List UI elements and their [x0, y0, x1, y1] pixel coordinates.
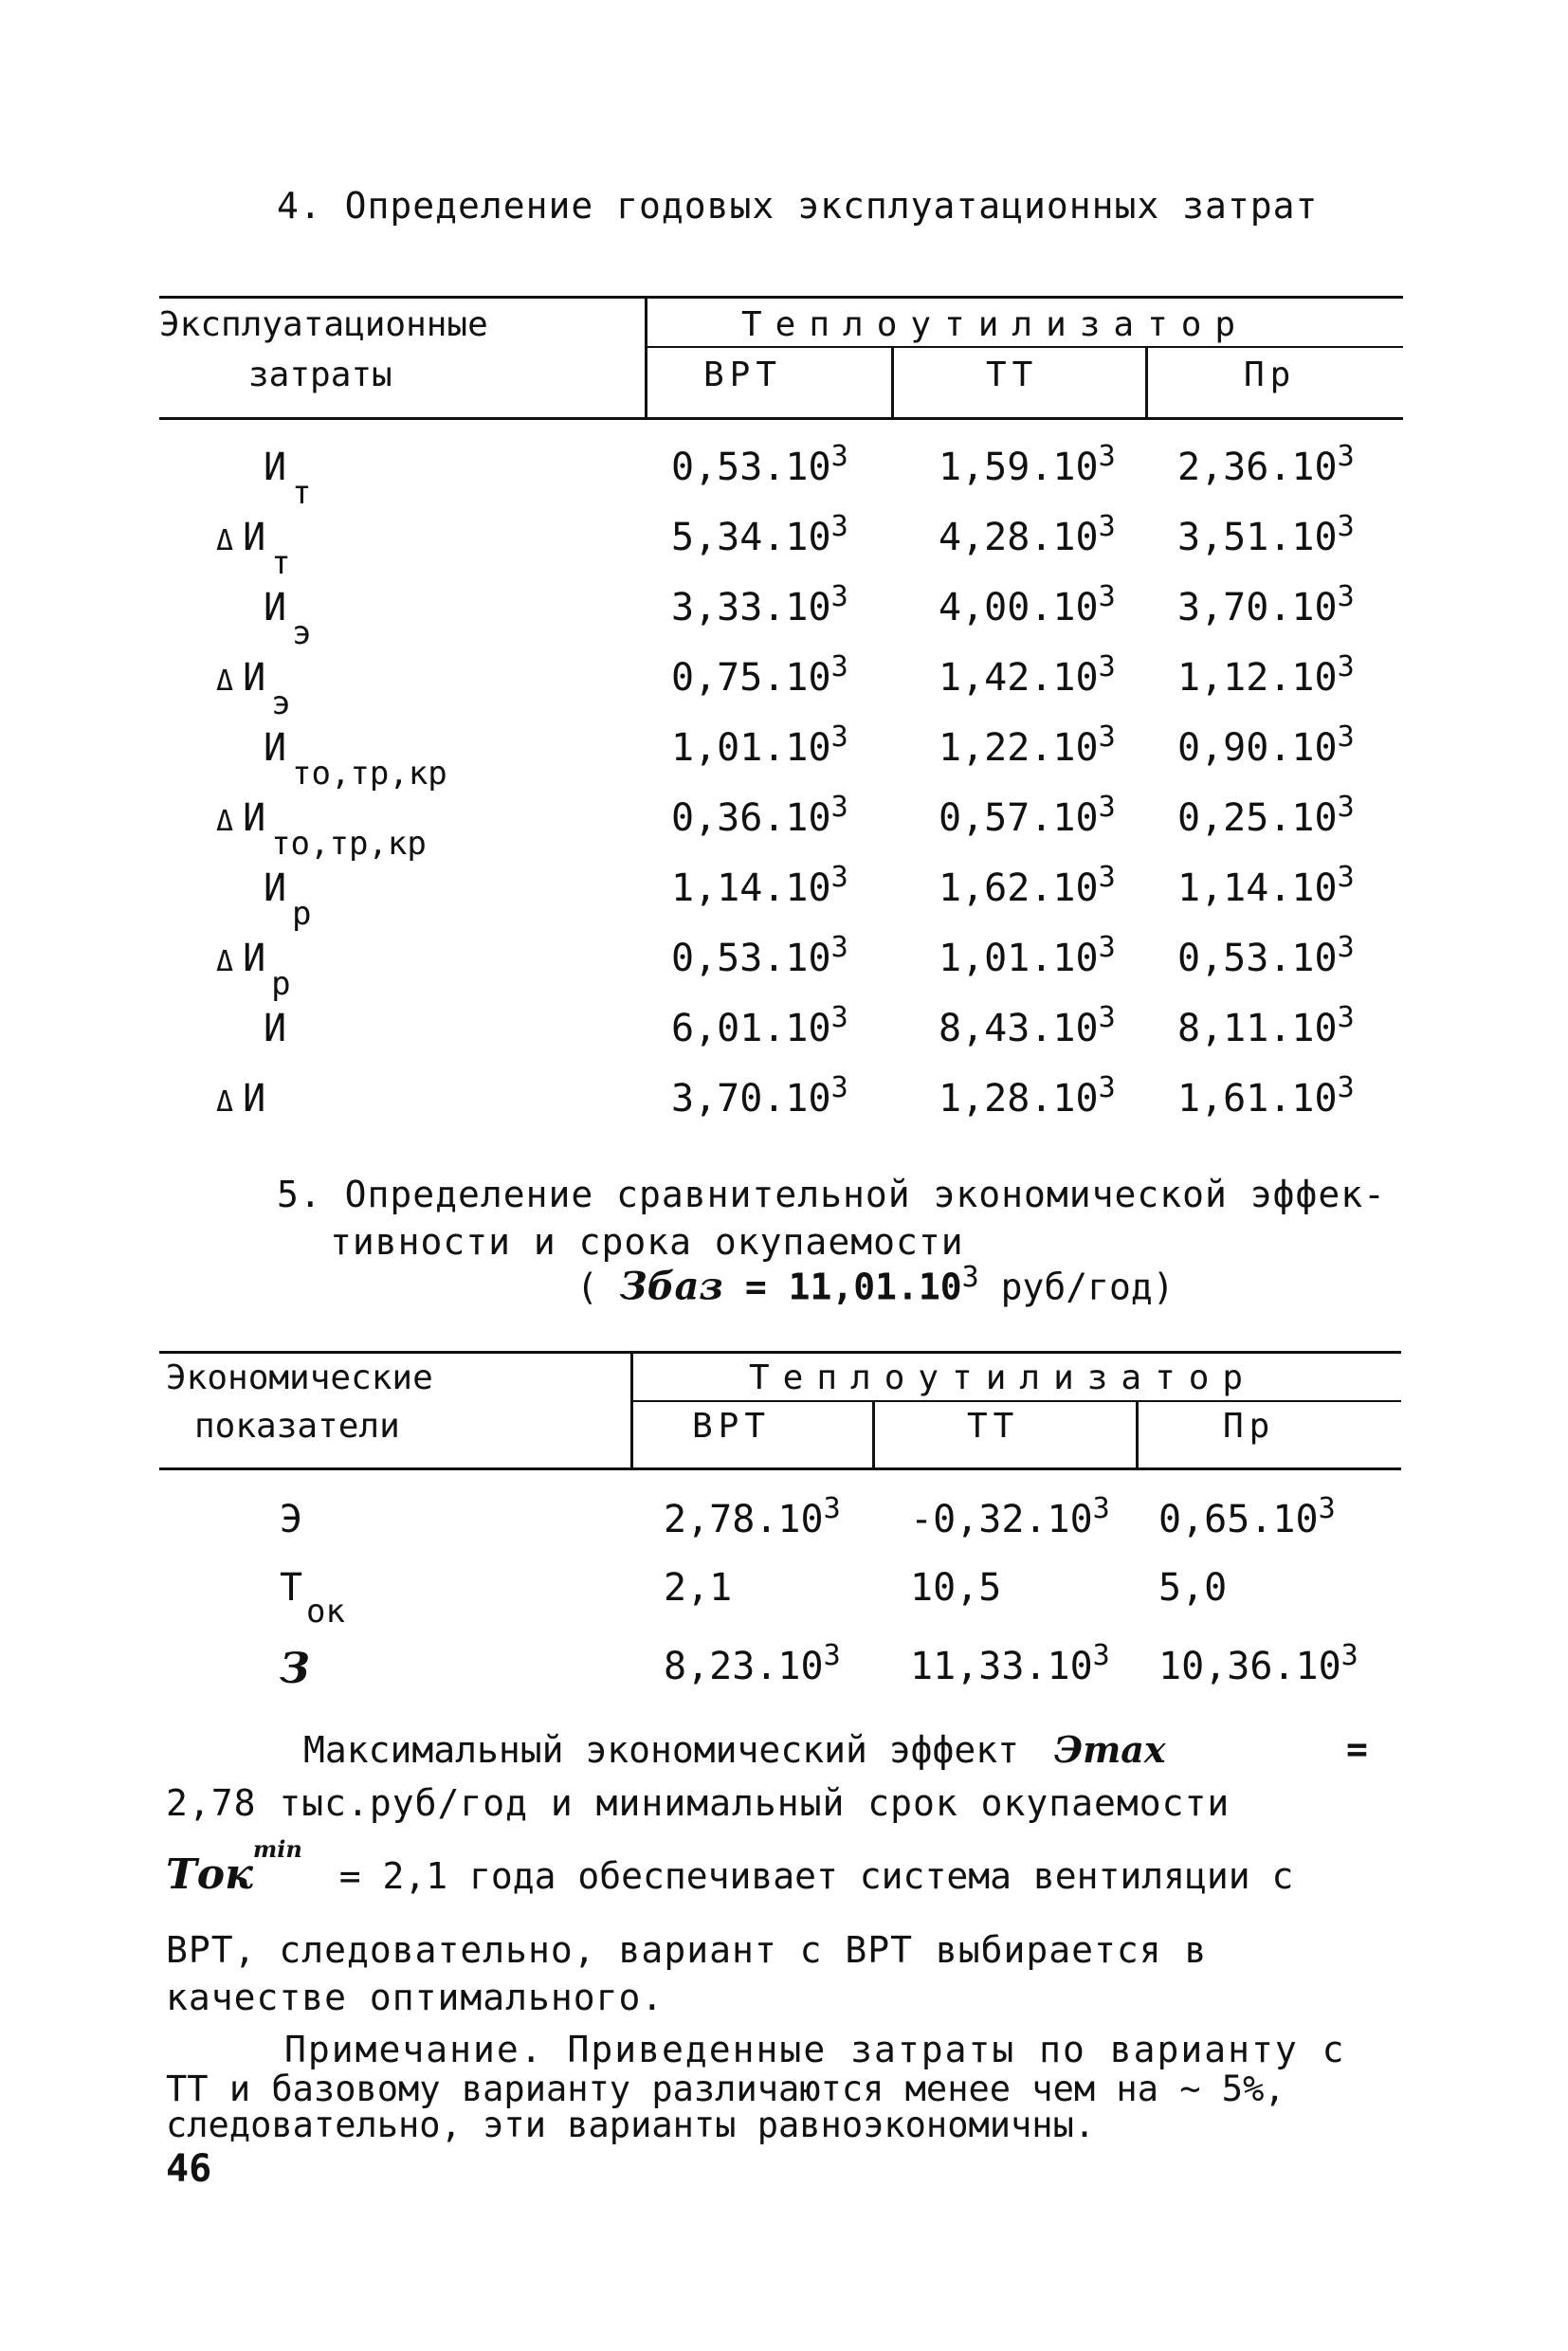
table2-col-vrt: ВРТ	[692, 1407, 772, 1446]
cost-row-label	[216, 1077, 265, 1121]
cost-subscript: р	[271, 965, 291, 1003]
indicator-vrt-cell-value: 8,23.10	[664, 1645, 824, 1688]
cost-symbol: И то,тр,кр	[243, 796, 427, 863]
cost-vrt-cell-exponent: 3	[830, 1001, 848, 1034]
cost-subscript: т	[292, 474, 312, 512]
conclusion-line4: ВРТ, следовательно, вариант с ВРТ выбирается в	[166, 1929, 1208, 1971]
paren-open: (	[576, 1266, 598, 1308]
cost-pr-cell-exponent: 3	[1337, 1001, 1355, 1034]
cost-pr-cell-value: 1,14.10	[1177, 866, 1338, 910]
cost-vrt-cell	[671, 1071, 848, 1121]
max-effect-eq: =	[1346, 1728, 1368, 1770]
cost-tt-cell	[939, 931, 1116, 980]
indicator-pr-cell-exponent: 3	[1340, 1639, 1358, 1672]
cost-pr-cell-value: 2,36.10	[1177, 446, 1338, 489]
conclusion-text-a: Максимальный экономический эффект	[303, 1729, 1019, 1771]
cost-pr-cell	[1177, 440, 1355, 489]
max-effect-symbol: Эmax	[1053, 1728, 1166, 1771]
conclusion-line5: качестве оптимального.	[166, 1977, 665, 2018]
cost-vrt-cell-exponent: 3	[830, 931, 848, 964]
cost-pr-cell-value: 8,11.10	[1177, 1007, 1338, 1050]
cost-pr-cell-value: 0,90.10	[1177, 726, 1338, 770]
cost-row-label	[216, 516, 291, 582]
note-line3: следовательно, эти варианты равноэкономичны.	[166, 2105, 1096, 2145]
indicator-tt-cell-exponent: 3	[1092, 1492, 1110, 1525]
cost-vrt-cell-value: 3,33.10	[671, 586, 831, 629]
table2-header-bottom-rule	[159, 1467, 1401, 1470]
cost-vrt-cell	[671, 931, 848, 980]
conclusion-text-c: = 2,1 года обеспечивает система вентиляции с	[338, 1855, 1294, 1897]
cost-pr-cell	[1177, 580, 1355, 629]
conclusion-line2: 2,78 тыс.руб/год и минимальный срок окупаемости	[166, 1782, 1231, 1824]
indicator-pr-cell	[1158, 1492, 1336, 1541]
indicator-tt-cell	[910, 1492, 1110, 1541]
cost-vrt-cell-value: 1,14.10	[671, 866, 831, 910]
cost-vrt-cell-value: 0,53.10	[671, 937, 831, 980]
min-payback-symbol: Ток	[166, 1850, 253, 1899]
cost-tt-cell-exponent: 3	[1098, 440, 1116, 473]
cost-vrt-cell-exponent: 3	[830, 580, 848, 613]
table2-col-tt: ТТ	[967, 1407, 1020, 1446]
cost-row-label	[216, 656, 291, 722]
indicator-pr-cell-value: 10,36.10	[1158, 1645, 1341, 1688]
cost-symbol: И р	[264, 866, 312, 933]
table2-col-pr: Пр	[1223, 1407, 1276, 1446]
section5-title-line3	[576, 1261, 1175, 1309]
table1-top-rule	[159, 296, 1403, 299]
cost-vrt-cell-value: 1,01.10	[671, 726, 831, 770]
cost-vrt-cell-exponent: 3	[830, 510, 848, 543]
cost-pr-cell-value: 3,70.10	[1177, 586, 1338, 629]
table1-divider-3	[1145, 346, 1148, 420]
cost-row-label	[264, 1007, 286, 1050]
cost-symbol: И то,тр,кр	[264, 726, 447, 793]
indicator-row-label	[280, 1645, 310, 1693]
cost-symbol: И э	[243, 656, 291, 722]
cost-pr-cell	[1177, 1071, 1355, 1121]
indicator-symbol: Т ок	[280, 1566, 345, 1631]
indicator-vrt-cell	[664, 1566, 732, 1610]
cost-vrt-cell-value: 0,36.10	[671, 796, 831, 840]
indicator-symbol: З	[280, 1645, 310, 1693]
cost-vrt-cell	[671, 580, 848, 629]
delta-symbol: Δ	[216, 1085, 234, 1119]
cost-pr-cell	[1177, 861, 1355, 910]
indicator-vrt-cell	[664, 1639, 841, 1688]
cost-tt-cell	[939, 720, 1116, 770]
indicator-pr-cell-value: 0,65.10	[1158, 1498, 1319, 1541]
cost-pr-cell-exponent: 3	[1337, 720, 1355, 754]
cost-vrt-cell	[671, 650, 848, 700]
cost-vrt-cell-value: 0,53.10	[671, 446, 831, 489]
table2-row-label-line1: Экономические	[166, 1358, 433, 1397]
cost-vrt-cell	[671, 791, 848, 840]
cost-vrt-cell	[671, 720, 848, 770]
cost-tt-cell-exponent: 3	[1098, 510, 1116, 543]
indicator-vrt-cell-exponent: 3	[823, 1639, 841, 1672]
delta-symbol: Δ	[216, 805, 234, 838]
cost-row-label	[216, 796, 427, 863]
cost-pr-cell-value: 1,12.10	[1177, 656, 1338, 700]
cost-subscript: э	[271, 684, 291, 722]
cost-vrt-cell-exponent: 3	[830, 650, 848, 683]
indicator-vrt-cell	[664, 1492, 841, 1541]
page-number: 46	[166, 2147, 212, 2191]
cost-pr-cell-exponent: 3	[1337, 791, 1355, 824]
cost-vrt-cell	[671, 861, 848, 910]
cost-tt-cell-value: 1,42.10	[939, 656, 1099, 700]
cost-tt-cell	[939, 580, 1116, 629]
cost-symbol: И р	[243, 937, 291, 1003]
cost-row-label	[264, 726, 447, 793]
indicator-tt-cell	[910, 1639, 1110, 1688]
base-cost-value: = 11,01.10	[744, 1266, 962, 1308]
cost-pr-cell	[1177, 931, 1355, 980]
cost-vrt-cell-exponent: 3	[830, 720, 848, 754]
delta-symbol: Δ	[216, 945, 234, 978]
base-cost-symbol: Збаз	[619, 1264, 723, 1309]
cost-pr-cell-exponent: 3	[1337, 440, 1355, 473]
cost-tt-cell-exponent: 3	[1098, 1071, 1116, 1104]
indicator-tt-cell-exponent: 3	[1092, 1639, 1110, 1672]
table1-divider-1	[645, 296, 647, 420]
cost-vrt-cell	[671, 510, 848, 559]
table1-group-label: Теплоутилизатор	[741, 305, 1249, 344]
cost-pr-cell-exponent: 3	[1337, 861, 1355, 894]
delta-symbol: Δ	[216, 665, 234, 698]
cost-pr-cell-exponent: 3	[1337, 580, 1355, 613]
cost-tt-cell-exponent: 3	[1098, 931, 1116, 964]
indicator-pr-cell-exponent: 3	[1318, 1492, 1336, 1525]
indicator-tt-cell-value: -0,32.10	[910, 1498, 1093, 1541]
cost-tt-cell-value: 1,28.10	[939, 1077, 1099, 1121]
cost-subscript: р	[292, 895, 312, 933]
cost-subscript: то,тр,кр	[271, 825, 427, 863]
cost-tt-cell	[939, 510, 1116, 559]
table1-col-vrt: ВРТ	[703, 355, 783, 394]
table2-top-rule	[159, 1351, 1401, 1354]
table1-header-bottom-rule	[159, 417, 1403, 420]
base-cost-exponent: 3	[961, 1261, 979, 1294]
cost-tt-cell-value: 1,22.10	[939, 726, 1099, 770]
indicator-symbol: Э	[280, 1498, 303, 1541]
cost-symbol: И	[264, 1007, 287, 1050]
cost-vrt-cell-value: 3,70.10	[671, 1077, 831, 1121]
cost-pr-cell-value: 0,25.10	[1177, 796, 1338, 840]
cost-pr-cell-value: 0,53.10	[1177, 937, 1338, 980]
cost-pr-cell	[1177, 720, 1355, 770]
cost-row-label	[264, 446, 312, 512]
cost-tt-cell	[939, 1071, 1116, 1121]
cost-tt-cell-exponent: 3	[1098, 861, 1116, 894]
cost-symbol: И	[243, 1077, 266, 1121]
table2-row-label-line2: показатели	[194, 1407, 400, 1446]
indicator-tt-cell-value: 10,5	[910, 1566, 1002, 1610]
indicator-pr-cell-value: 5,0	[1158, 1566, 1228, 1610]
cost-tt-cell-exponent: 3	[1098, 720, 1116, 754]
cost-vrt-cell-exponent: 3	[830, 791, 848, 824]
cost-tt-cell	[939, 1001, 1116, 1050]
indicator-pr-cell	[1158, 1639, 1358, 1688]
cost-pr-cell	[1177, 510, 1355, 559]
table1-row-label-line2: затраты	[248, 355, 392, 394]
cost-tt-cell	[939, 861, 1116, 910]
indicator-row-label	[280, 1498, 302, 1541]
cost-row-label	[216, 937, 291, 1003]
section5-title-line1: 5. Определение сравнительной экономической эффек-	[277, 1174, 1387, 1215]
cost-pr-cell-exponent: 3	[1337, 931, 1355, 964]
table2-group-label: Теплоутилизатор	[749, 1358, 1257, 1397]
cost-vrt-cell-value: 5,34.10	[671, 516, 831, 559]
cost-pr-cell-exponent: 3	[1337, 1071, 1355, 1104]
cost-subscript: т	[271, 544, 291, 582]
cost-tt-cell-value: 1,01.10	[939, 937, 1099, 980]
cost-vrt-cell	[671, 440, 848, 489]
table2-divider-2	[872, 1400, 875, 1470]
cost-row-label	[264, 866, 312, 933]
table1-group-rule	[647, 346, 1403, 348]
cost-tt-cell	[939, 440, 1116, 489]
indicator-vrt-cell-exponent: 3	[823, 1492, 841, 1525]
conclusion-line1	[303, 1728, 1368, 1771]
cost-pr-cell-value: 1,61.10	[1177, 1077, 1338, 1121]
cost-symbol: И э	[264, 586, 312, 652]
cost-pr-cell-exponent: 3	[1337, 510, 1355, 543]
cost-tt-cell-exponent: 3	[1098, 650, 1116, 683]
table1-row-label-line1: Эксплуатационные	[159, 305, 488, 344]
cost-vrt-cell-value: 0,75.10	[671, 656, 831, 700]
indicator-vrt-cell-value: 2,78.10	[664, 1498, 824, 1541]
table2-divider-1	[630, 1351, 633, 1470]
conclusion-line3	[166, 1835, 1294, 1899]
cost-symbol: И т	[243, 516, 291, 582]
cost-pr-cell	[1177, 1001, 1355, 1050]
base-cost-unit: руб/год)	[1000, 1266, 1175, 1308]
note-line1: Примечание. Приведенные затраты по варианту с	[284, 2029, 1346, 2070]
indicator-subscript: ок	[306, 1593, 345, 1631]
cost-tt-cell-value: 1,59.10	[939, 446, 1099, 489]
indicator-tt-cell-value: 11,33.10	[910, 1645, 1093, 1688]
cost-pr-cell	[1177, 650, 1355, 700]
cost-vrt-cell-value: 6,01.10	[671, 1007, 831, 1050]
cost-subscript: э	[292, 614, 312, 652]
cost-vrt-cell-exponent: 3	[830, 440, 848, 473]
note-line2: ТТ и базовому варианту различаются менее чем на ~ 5%,	[166, 2069, 1285, 2109]
cost-vrt-cell-exponent: 3	[830, 1071, 848, 1104]
cost-tt-cell-exponent: 3	[1098, 580, 1116, 613]
table1-divider-2	[891, 346, 894, 420]
cost-tt-cell	[939, 650, 1116, 700]
indicator-row-label	[280, 1566, 345, 1631]
min-payback-superscript: min	[252, 1835, 302, 1863]
cost-pr-cell	[1177, 791, 1355, 840]
table1-col-pr: Пр	[1244, 355, 1297, 394]
cost-tt-cell-value: 4,00.10	[939, 586, 1099, 629]
cost-tt-cell-value: 0,57.10	[939, 796, 1099, 840]
cost-tt-cell-value: 4,28.10	[939, 516, 1099, 559]
cost-subscript: то,тр,кр	[292, 755, 447, 793]
cost-symbol: И т	[264, 446, 312, 512]
delta-symbol: Δ	[216, 524, 234, 557]
cost-tt-cell-value: 1,62.10	[939, 866, 1099, 910]
section5-title-line2: тивности и срока окупаемости	[330, 1221, 964, 1263]
indicator-pr-cell	[1158, 1566, 1227, 1610]
table1-col-tt: ТТ	[986, 355, 1039, 394]
cost-tt-cell-exponent: 3	[1098, 791, 1116, 824]
table2-divider-3	[1136, 1400, 1139, 1470]
indicator-vrt-cell-value: 2,1	[664, 1566, 733, 1610]
cost-vrt-cell-exponent: 3	[830, 861, 848, 894]
cost-vrt-cell	[671, 1001, 848, 1050]
cost-pr-cell-value: 3,51.10	[1177, 516, 1338, 559]
cost-tt-cell-value: 8,43.10	[939, 1007, 1099, 1050]
table2-group-rule	[633, 1400, 1401, 1402]
indicator-tt-cell	[910, 1566, 1001, 1610]
section4-title: 4. Определение годовых эксплуатационных затрат	[277, 185, 1319, 227]
cost-tt-cell-exponent: 3	[1098, 1001, 1116, 1034]
cost-pr-cell-exponent: 3	[1337, 650, 1355, 683]
cost-tt-cell	[939, 791, 1116, 840]
cost-row-label	[264, 586, 312, 652]
